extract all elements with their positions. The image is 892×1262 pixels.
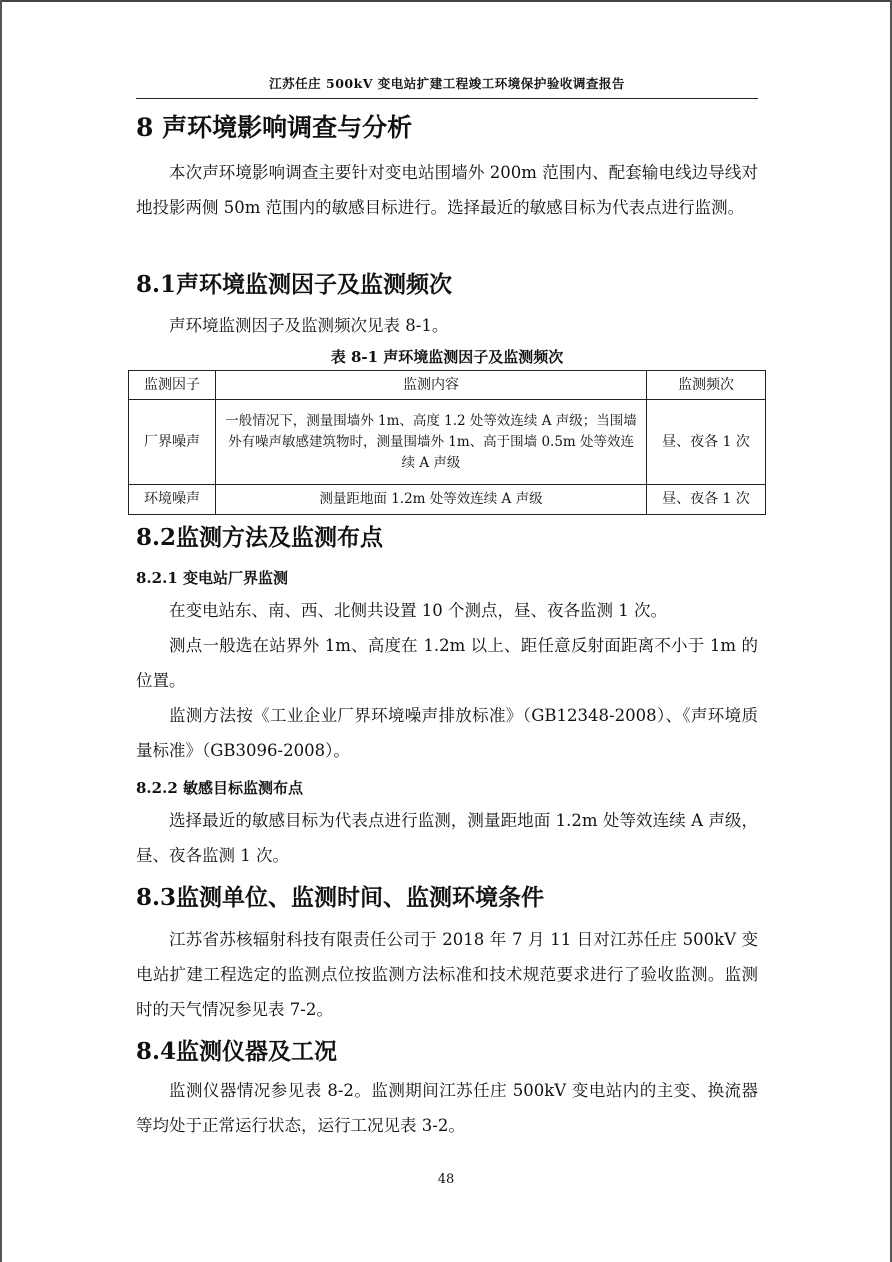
table-header-cell: 监测频次: [647, 371, 766, 400]
table-cell-frequency: 昼、夜各 1 次: [647, 485, 766, 515]
table-cell-content: 一般情况下，测量围墙外 1m、高度 1.2 处等效连续 A 声级；当围墙外有噪声敏感建筑物时，测量围墙外 1m、高于围墙 0.5m 处等效连续 A 声级: [216, 400, 647, 485]
table-header-cell: 监测内容: [216, 371, 647, 400]
section-8-3-heading: 8.3监测单位、监测时间、监测环境条件: [136, 884, 545, 911]
section-8-3-paragraph: 江苏省苏核辐射科技有限责任公司于 2018 年 7 月 11 日对江苏任庄 500kV 变电站扩建工程选定的监测点位按监测方法标准和技术规范要求进行了验收监测。监测时的天气情况参见表 7-2。: [136, 930, 758, 1019]
table-row: [129, 400, 766, 485]
table-header-row: [129, 371, 766, 400]
table-8-1: [128, 370, 766, 515]
table-header-cell: 监测因子: [129, 371, 216, 400]
table-cell-factor: 环境噪声: [129, 485, 216, 515]
section-8-1-heading: 8.1声环境监测因子及监测频次: [136, 271, 453, 298]
chapter-heading: 8 声环境影响调查与分析: [136, 113, 413, 142]
section-8-2-2-heading: 8.2.2 敏感目标监测布点: [136, 779, 303, 797]
page-edge-top: [0, 0, 892, 2]
table-cell-factor: 厂界噪声: [129, 400, 216, 485]
section-8-2-2-paragraph: 选择最近的敏感目标为代表点进行监测，测量距地面 1.2m 处等效连续 A 声级，昼、夜各监测 1 次。: [136, 811, 758, 865]
section-8-2-1-paragraph-1: 在变电站东、南、西、北侧共设置 10 个测点，昼、夜各监测 1 次。: [169, 601, 667, 620]
table-cell-content: 测量距地面 1.2m 处等效连续 A 声级: [216, 485, 647, 515]
page-number: 48: [437, 1172, 455, 1187]
chapter-intro-paragraph: 本次声环境影响调查主要针对变电站围墙外 200m 范围内、配套输电线边导线对地投影两侧 50m 范围内的敏感目标进行。选择最近的敏感目标为代表点进行监测。: [136, 163, 758, 217]
section-8-4-paragraph: 监测仪器情况参见表 8-2。监测期间江苏任庄 500kV 变电站内的主变、换流器等均处于正常运行状态，运行工况见表 3-2。: [136, 1081, 758, 1135]
table-row: [129, 485, 766, 515]
section-8-2-1-paragraph-2: 测点一般选在站界外 1m、高度在 1.2m 以上、距任意反射面距离不小于 1m 的位置。: [136, 636, 758, 690]
section-8-2-1-heading: 8.2.1 变电站厂界监测: [136, 569, 288, 587]
section-8-2-1-paragraph-3: 监测方法按《工业企业厂界环境噪声排放标准》（GB12348-2008）、《声环境质量标准》（GB3096-2008）。: [136, 706, 758, 760]
table-8-1-caption: 表 8-1 声环境监测因子及监测频次: [330, 348, 564, 366]
running-header: 江苏任庄 500kV 变电站扩建工程竣工环境保护验收调查报告: [269, 76, 625, 91]
table-cell-frequency: 昼、夜各 1 次: [647, 400, 766, 485]
section-8-1-paragraph: 声环境监测因子及监测频次见表 8-1。: [169, 316, 449, 335]
header-rule: [136, 98, 758, 99]
section-8-4-heading: 8.4监测仪器及工况: [136, 1038, 338, 1065]
page-edge-left: [0, 0, 2, 1262]
section-8-2-heading: 8.2监测方法及监测布点: [136, 524, 384, 551]
